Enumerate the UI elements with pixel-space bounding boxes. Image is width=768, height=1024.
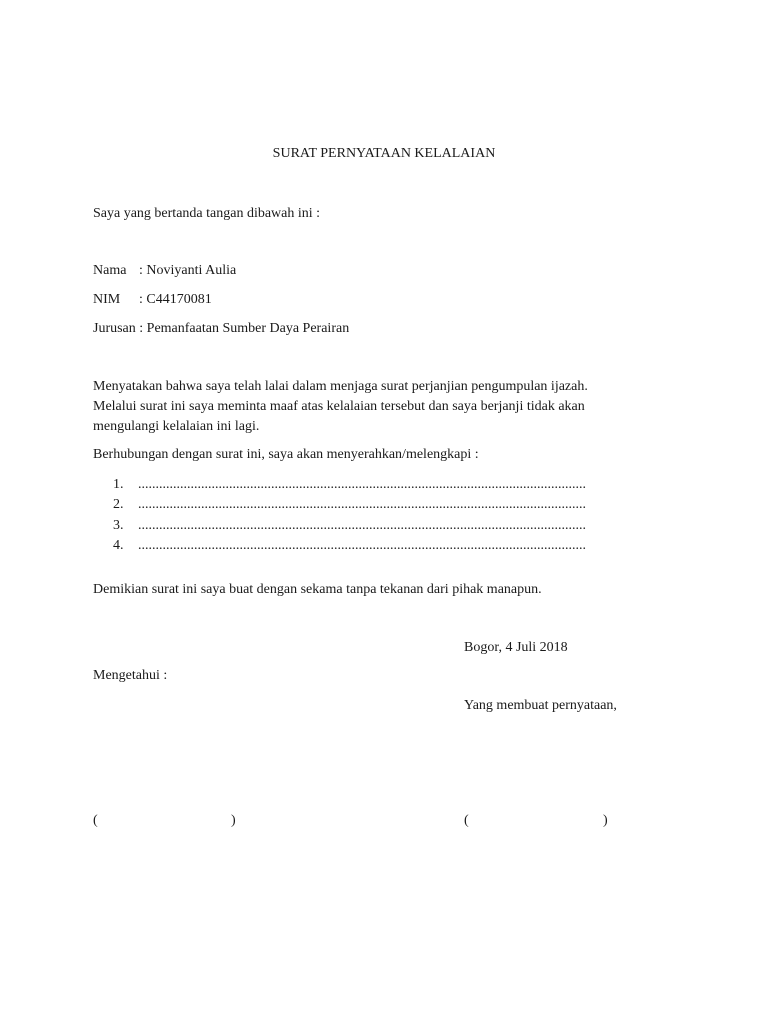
place-date: Bogor, 4 Juli 2018 (464, 640, 568, 655)
nim-value: : C44170081 (139, 292, 212, 307)
maker-label: Yang membuat pernyataan, (464, 698, 617, 713)
list-item-number: 1. (113, 477, 124, 493)
statement-line-2: Melalui surat ini saya meminta maaf atas kelalaian tersebut dan saya berjanji tidak akan (93, 399, 585, 414)
right-signature-close-paren: ) (603, 813, 608, 828)
list-item-number: 4. (113, 538, 124, 554)
right-signature-open-paren: ( (464, 813, 469, 828)
list-item-dots: ................................................................................................................................ (138, 477, 586, 493)
list-item-dots: ................................................................................................................................ (138, 517, 586, 533)
statement-line-3: mengulangi kelalaian ini lagi. (93, 419, 260, 434)
name-value: : Noviyanti Aulia (139, 263, 237, 278)
left-signature-close-paren: ) (231, 813, 236, 828)
list-item (113, 475, 683, 495)
major-field: Jurusan : Pemanfaatan Sumber Daya Perairan (93, 321, 350, 336)
requirements-list (113, 475, 683, 556)
document-title: SURAT PERNYATAAN KELALAIAN (272, 146, 496, 161)
list-item-dots: ................................................................................................................................ (138, 538, 586, 554)
list-intro: Berhubungan dengan surat ini, saya akan menyerahkan/melengkapi : (93, 447, 479, 462)
list-item-dots: ................................................................................................................................ (138, 497, 586, 513)
closing-text: Demikian surat ini saya buat dengan sekama tanpa tekanan dari pihak manapun. (93, 582, 542, 597)
intro-text: Saya yang bertanda tangan dibawah ini : (93, 206, 321, 221)
acknowledged-label: Mengetahui : (93, 668, 168, 683)
statement-line-1: Menyatakan bahwa saya telah lalai dalam menjaga surat perjanjian pengumpulan ijazah. (93, 379, 588, 394)
name-label: Nama (93, 263, 127, 278)
list-item-number: 3. (113, 517, 124, 533)
list-item (113, 536, 683, 556)
list-item-number: 2. (113, 497, 124, 513)
list-item (113, 516, 683, 536)
nim-label: NIM (93, 292, 121, 307)
left-signature-open-paren: ( (93, 813, 98, 828)
list-item (113, 495, 683, 515)
